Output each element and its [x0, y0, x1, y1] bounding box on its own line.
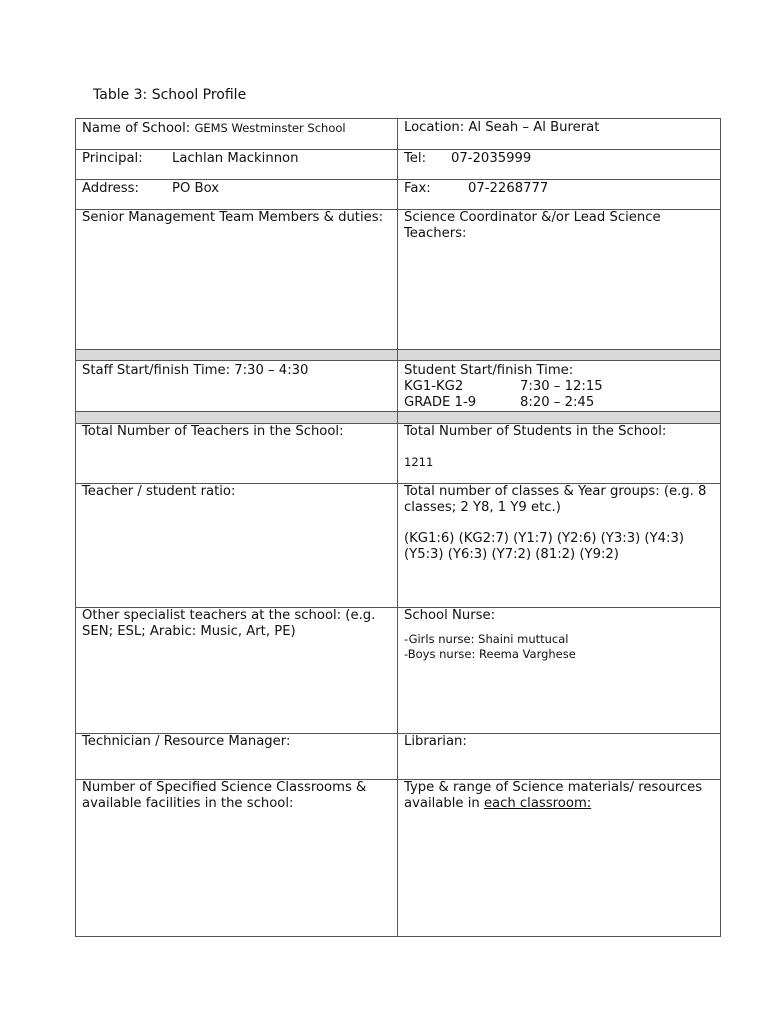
school-name-label: Name of School: — [82, 121, 191, 136]
students-total-cell — [398, 424, 721, 484]
table-row — [76, 150, 721, 180]
specialists-label: Other specialist teachers at the school: (e.g. SEN; ESL; Arabic: Music, Art, PE) — [82, 608, 376, 639]
specialists-cell — [76, 608, 398, 734]
principal-cell — [76, 150, 398, 180]
table-row — [76, 484, 721, 608]
classes-value: (KG1:6) (KG2:7) (Y1:7) (Y2:6) (Y3:3) (Y4:3) (Y5:3) (Y6:3) (Y7:2) (81:2) (Y9:2) — [404, 531, 684, 562]
table-row — [76, 424, 721, 484]
grade-time: 8:20 – 2:45 — [520, 395, 595, 410]
science-classrooms-cell — [76, 780, 398, 937]
classes-cell — [398, 484, 721, 608]
address-label: Address: — [82, 181, 139, 196]
principal-label: Principal: — [82, 151, 143, 166]
kg-label: KG1-KG2 — [404, 379, 464, 394]
student-time-cell — [398, 361, 721, 412]
ratio-label: Teacher / student ratio: — [82, 484, 236, 499]
location-cell — [398, 119, 721, 150]
science-coordinator-label: Science Coordinator &/or Lead Science Teachers: — [404, 210, 661, 241]
table-title: Table 3: School Profile — [93, 87, 247, 103]
nurse-label: School Nurse: — [404, 608, 496, 623]
divider-cell — [76, 350, 398, 361]
librarian-cell — [398, 734, 721, 780]
table-row — [76, 361, 721, 412]
fax-cell — [398, 180, 721, 210]
technician-label: Technician / Resource Manager: — [82, 734, 291, 749]
students-total-value: 1211 — [404, 455, 434, 469]
location-text: Location: Al Seah – Al Burerat — [404, 120, 600, 135]
science-coordinator-cell — [398, 210, 721, 350]
technician-cell — [76, 734, 398, 780]
grade-label: GRADE 1-9 — [404, 395, 477, 410]
kg-time: 7:30 – 12:15 — [520, 379, 603, 394]
divider-row — [76, 350, 721, 361]
divider-cell — [398, 350, 721, 361]
tel-cell — [398, 150, 721, 180]
boys-nurse: -Boys nurse: Reema Varghese — [404, 647, 576, 661]
table-row — [76, 119, 721, 150]
teachers-total-cell — [76, 424, 398, 484]
principal-value: Lachlan Mackinnon — [172, 151, 299, 166]
librarian-label: Librarian: — [404, 734, 467, 749]
address-value: PO Box — [172, 181, 220, 196]
science-materials-cell — [398, 780, 721, 937]
student-time-label: Student Start/finish Time: — [404, 363, 574, 378]
table-row — [76, 608, 721, 734]
teachers-total-label: Total Number of Teachers in the School: — [82, 424, 344, 439]
science-classrooms-label: Number of Specified Science Classrooms & available facilities in the school: — [82, 780, 367, 811]
school-name-value: GEMS Westminster School — [194, 121, 346, 135]
science-materials-underlined: each classroom: — [483, 796, 592, 811]
classes-label: Total number of classes & Year groups: (e.g. 8 classes; 2 Y8, 1 Y9 etc.) — [404, 484, 707, 515]
fax-label: Fax: — [404, 181, 431, 196]
table-row — [76, 210, 721, 350]
school-profile-table — [75, 118, 721, 937]
tel-value: 07-2035999 — [451, 151, 532, 166]
tel-label: Tel: — [404, 151, 427, 166]
divider-row — [76, 412, 721, 424]
nurse-cell — [398, 608, 721, 734]
address-cell — [76, 180, 398, 210]
table-row — [76, 734, 721, 780]
divider-cell — [76, 412, 398, 424]
table-row — [76, 180, 721, 210]
staff-time-text: Staff Start/finish Time: 7:30 – 4:30 — [82, 363, 309, 378]
ratio-cell — [76, 484, 398, 608]
school-name-cell — [76, 119, 398, 150]
staff-time-cell — [76, 361, 398, 412]
management-label: Senior Management Team Members & duties: — [82, 210, 384, 225]
table-row — [76, 780, 721, 937]
science-materials-label: Type & range of Science materials/ resources available in — [404, 780, 703, 811]
divider-cell — [398, 412, 721, 424]
management-cell — [76, 210, 398, 350]
girls-nurse: -Girls nurse: Shaini muttucal — [404, 632, 569, 646]
students-total-label: Total Number of Students in the School: — [404, 424, 667, 439]
fax-value: 07-2268777 — [468, 181, 549, 196]
